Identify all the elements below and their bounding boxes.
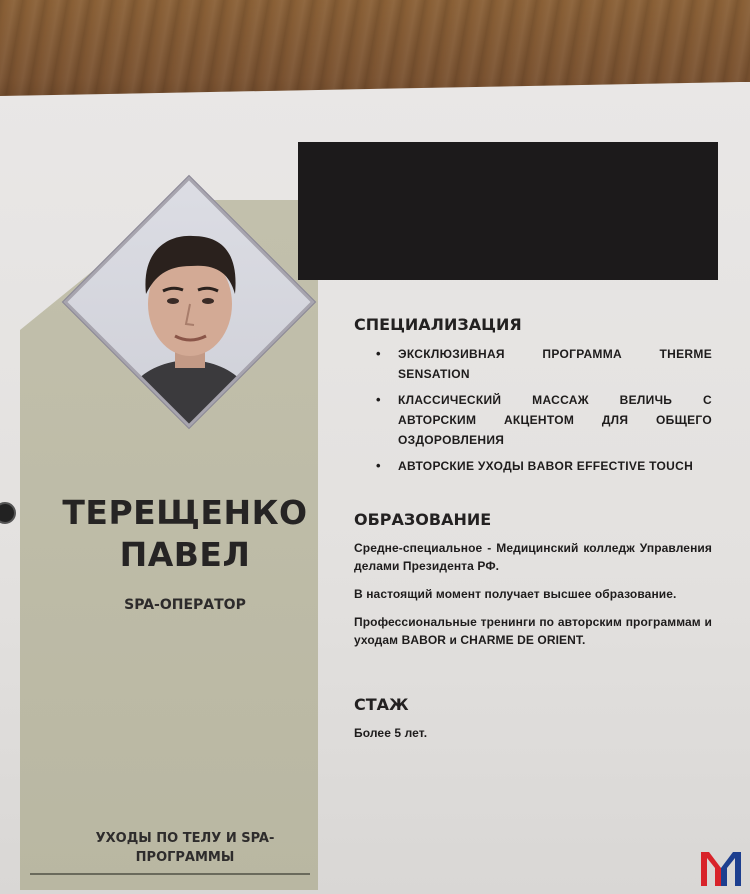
footer-divider — [30, 873, 310, 875]
m-logo-icon — [699, 848, 743, 888]
specialization-list — [354, 344, 712, 476]
education-heading: ОБРАЗОВАНИЕ — [354, 510, 492, 529]
education-paragraph: Средне-специальное - Медицинский колледж Управления делами Президента РФ. — [354, 541, 712, 573]
specialization-heading: СПЕЦИАЛИЗАЦИЯ — [354, 315, 522, 334]
name-line-surname: ТЕРЕЩЕНКО — [62, 493, 308, 532]
list-item: • ЭКСКЛЮЗИВНАЯ ПРОГРАММА THERME SENSATION — [398, 344, 712, 384]
person-name — [40, 492, 330, 576]
experience-heading: СТАЖ — [354, 695, 409, 714]
education-paragraph: Профессиональные тренинги по авторским программам и уходам BABOR и CHARME DE ORIENT. — [354, 615, 712, 647]
services-note-line2: ПРОГРАММЫ — [135, 850, 235, 865]
photo-image — [63, 176, 315, 428]
person-portrait-icon — [63, 176, 315, 428]
services-note — [40, 829, 330, 867]
name-line-first: ПАВЕЛ — [119, 535, 251, 574]
services-note-line1: УХОДЫ ПО ТЕЛУ И SPA- — [95, 831, 275, 846]
portrait-photo — [63, 176, 309, 422]
redacted-header-bar — [298, 142, 718, 280]
resume-content — [354, 315, 712, 752]
experience-text: Более 5 лет. — [354, 726, 428, 740]
photo-diamond-frame — [63, 176, 315, 428]
list-item: • АВТОРСКИЕ УХОДЫ BABOR EFFECTIVE TOUCH — [398, 456, 712, 476]
education-paragraph: В настоящий момент получает высшее образование. — [354, 587, 677, 601]
list-item: • КЛАССИЧЕСКИЙ МАССАЖ ВЕЛИЧЬ С АВТОРСКИМ АКЦЕНТОМ ДЛЯ ОБЩЕГО ОЗДОРОВЛЕНИЯ — [398, 390, 712, 450]
job-title: SPA-ОПЕРАТОР — [124, 597, 246, 613]
